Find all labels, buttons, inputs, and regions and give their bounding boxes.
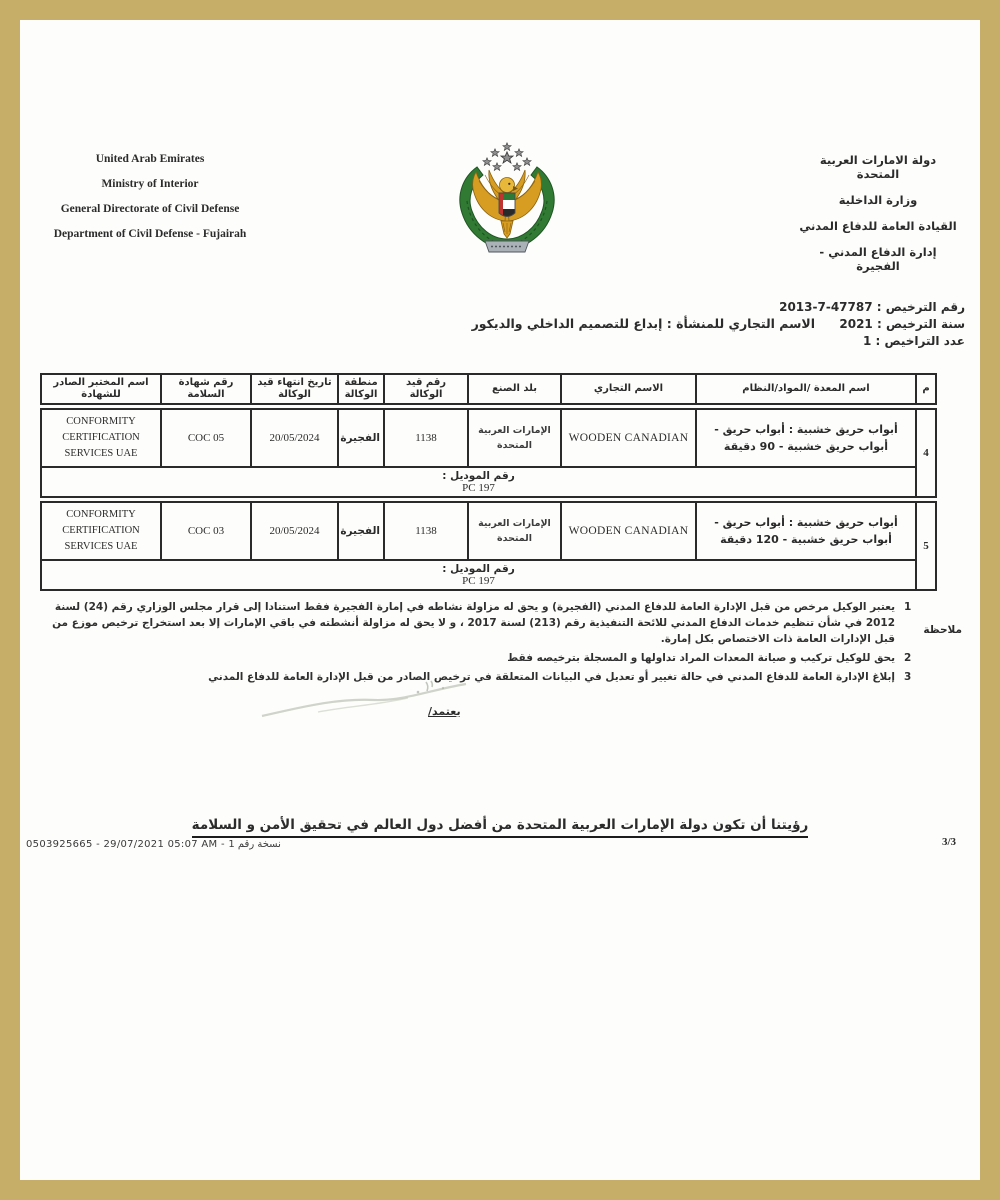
cell-agency-region: الفجيرة xyxy=(338,409,384,467)
table-row-block xyxy=(40,408,937,498)
emblem-stars xyxy=(483,143,531,171)
cell-safety-cert: COC 03 xyxy=(161,502,251,560)
notes-section xyxy=(42,599,962,685)
header-english xyxy=(38,153,262,253)
note-text: يعتبر الوكيل مرخص من قبل الإدارة العامة للدفاع المدني (الفجيرة) و يحق له مزاولة نشاطه في إمارة الفجيرة فقط استنادا إلى قرار مجلس الوزاري رقم (24) لسنة 2012 في شأن تنظيم خدمات الدفاع المدني للائحة التنفيذية رقم (213) لسنة 2017 ، و لا يحق له مزاولة أنشطته في باقي الإمارات إلا بعد استخراج ترخيص موزع من قبل الإدارات العامة ذات الاختصاص بكل إمارة. xyxy=(52,601,896,645)
model-number-value: PC 197 xyxy=(462,482,495,494)
note-text: إبلاغ الإدارة العامة للدفاع المدني في حالة تغيير أو تعديل في البيانات المتعلقة في ترخيص الصادر من قبل الإدارة العامة للدفاع المدني xyxy=(208,671,896,683)
vision-text: رؤيتنا أن تكون دولة الإمارات العربية المتحدة من أفضل دول العالم في تحقيق الأمن و السلامة xyxy=(192,817,809,838)
license-year-value: 2021 xyxy=(839,317,873,331)
col-header-trade-name: الاسم التجاري xyxy=(561,374,696,404)
license-number-value: 2013-7-47787 xyxy=(779,300,873,314)
header-english-line: Ministry of Interior xyxy=(101,178,199,190)
cell-laboratory: CONFORMITY CERTIFICATION SERVICES UAE xyxy=(41,502,161,560)
note-item xyxy=(42,650,911,666)
agency-table-header xyxy=(40,373,937,405)
cell-agency-reg-number: 1138 xyxy=(384,502,468,560)
cell-agency-expiry: 20/05/2024 xyxy=(251,409,338,467)
header-arabic-line: القيادة العامة للدفاع المدني xyxy=(799,219,957,233)
license-number-label: رقم الترخيص : xyxy=(876,300,965,314)
col-header-safety-cert: رقم شهادة السلامة xyxy=(161,374,251,404)
cell-agency-reg-number: 1138 xyxy=(384,409,468,467)
vision-statement xyxy=(20,814,980,833)
col-header-agency-expiry: تاريخ انتهاء قيد الوكالة xyxy=(251,374,338,404)
cell-model xyxy=(41,467,916,497)
table-row-block xyxy=(40,501,937,591)
cell-trade-name: WOODEN CANADIAN xyxy=(561,502,696,560)
page-number: 3/3 xyxy=(941,836,956,848)
model-number-label: رقم الموديل : xyxy=(442,470,515,482)
license-year-label: سنة الترخيص : xyxy=(876,317,965,331)
cell-agency-region: الفجيرة xyxy=(338,502,384,560)
table-header-row xyxy=(41,374,936,404)
col-header-agency-reg-number: رقم قيد الوكالة xyxy=(384,374,468,404)
cell-equipment: أبواب حريق خشبية : أبواب حريق - أبواب حريق خشبية - 90 دقيقة xyxy=(696,409,916,467)
cell-agency-expiry: 20/05/2024 xyxy=(251,502,338,560)
header-arabic-line: إدارة الدفاع المدني - الفجيرة xyxy=(819,245,937,273)
license-number-row xyxy=(779,299,965,316)
establishment-trade-name: الاسم التجاري للمنشأة : إبداع للتصميم الداخلي والديكور xyxy=(471,316,815,331)
col-header-no: م xyxy=(916,374,936,404)
notes-label: ملاحظة xyxy=(923,624,962,636)
header-english-line: United Arab Emirates xyxy=(95,153,205,165)
model-number-label: رقم الموديل : xyxy=(442,563,515,575)
cell-country: الإمارات العربية المتحدة xyxy=(468,409,561,467)
note-number: 2 xyxy=(904,652,912,664)
licenses-count-label: عدد التراخيص : xyxy=(875,334,965,348)
agency-table xyxy=(40,373,937,591)
header-english-line: General Directorate of Civil Defense xyxy=(60,203,240,215)
licenses-count-row xyxy=(779,333,965,350)
col-header-agency-region: منطقة الوكالة xyxy=(338,374,384,404)
header-english-line: Department of Civil Defense - Fujairah xyxy=(53,228,247,240)
table-model-row xyxy=(41,467,936,497)
cell-trade-name: WOODEN CANADIAN xyxy=(561,409,696,467)
footer-meta-line: 0503925665 - 29/07/2021 05:07 AM - نسخة رقم 1 xyxy=(26,839,281,850)
col-header-equipment: اسم المعدة /المواد/النظام xyxy=(696,374,916,404)
note-text: يحق للوكيل تركيب و صيانة المعدات المراد تداولها و المسجلة بترخيصه فقط xyxy=(507,652,896,664)
cell-laboratory: CONFORMITY CERTIFICATION SERVICES UAE xyxy=(41,409,161,467)
col-header-country: بلد الصنع xyxy=(468,374,561,404)
cell-country: الإمارات العربية المتحدة xyxy=(468,502,561,560)
note-item xyxy=(42,599,911,647)
licenses-count-value: 1 xyxy=(862,334,872,348)
approved-by-label: يعتمد/ xyxy=(428,705,461,718)
note-number: 3 xyxy=(904,671,912,683)
header-arabic xyxy=(798,153,958,285)
document-page xyxy=(20,20,980,1180)
table-model-row xyxy=(41,560,936,590)
cell-model xyxy=(41,560,916,590)
header-arabic-line: وزارة الداخلية xyxy=(838,193,918,207)
note-number: 1 xyxy=(904,601,912,613)
header-arabic-line: دولة الامارات العربية المتحدة xyxy=(819,153,937,181)
cell-safety-cert: COC 05 xyxy=(161,409,251,467)
model-number-value: PC 197 xyxy=(462,575,495,587)
cell-no: 4 xyxy=(916,409,936,497)
cell-no: 5 xyxy=(916,502,936,590)
table-row xyxy=(41,502,936,560)
col-header-laboratory: اسم المختبر الصادر للشهادة xyxy=(41,374,161,404)
uae-civil-defense-emblem-icon xyxy=(441,140,573,260)
cell-equipment: أبواب حريق خشبية : أبواب حريق - أبواب حريق خشبية - 120 دقيقة xyxy=(696,502,916,560)
table-row xyxy=(41,409,936,467)
